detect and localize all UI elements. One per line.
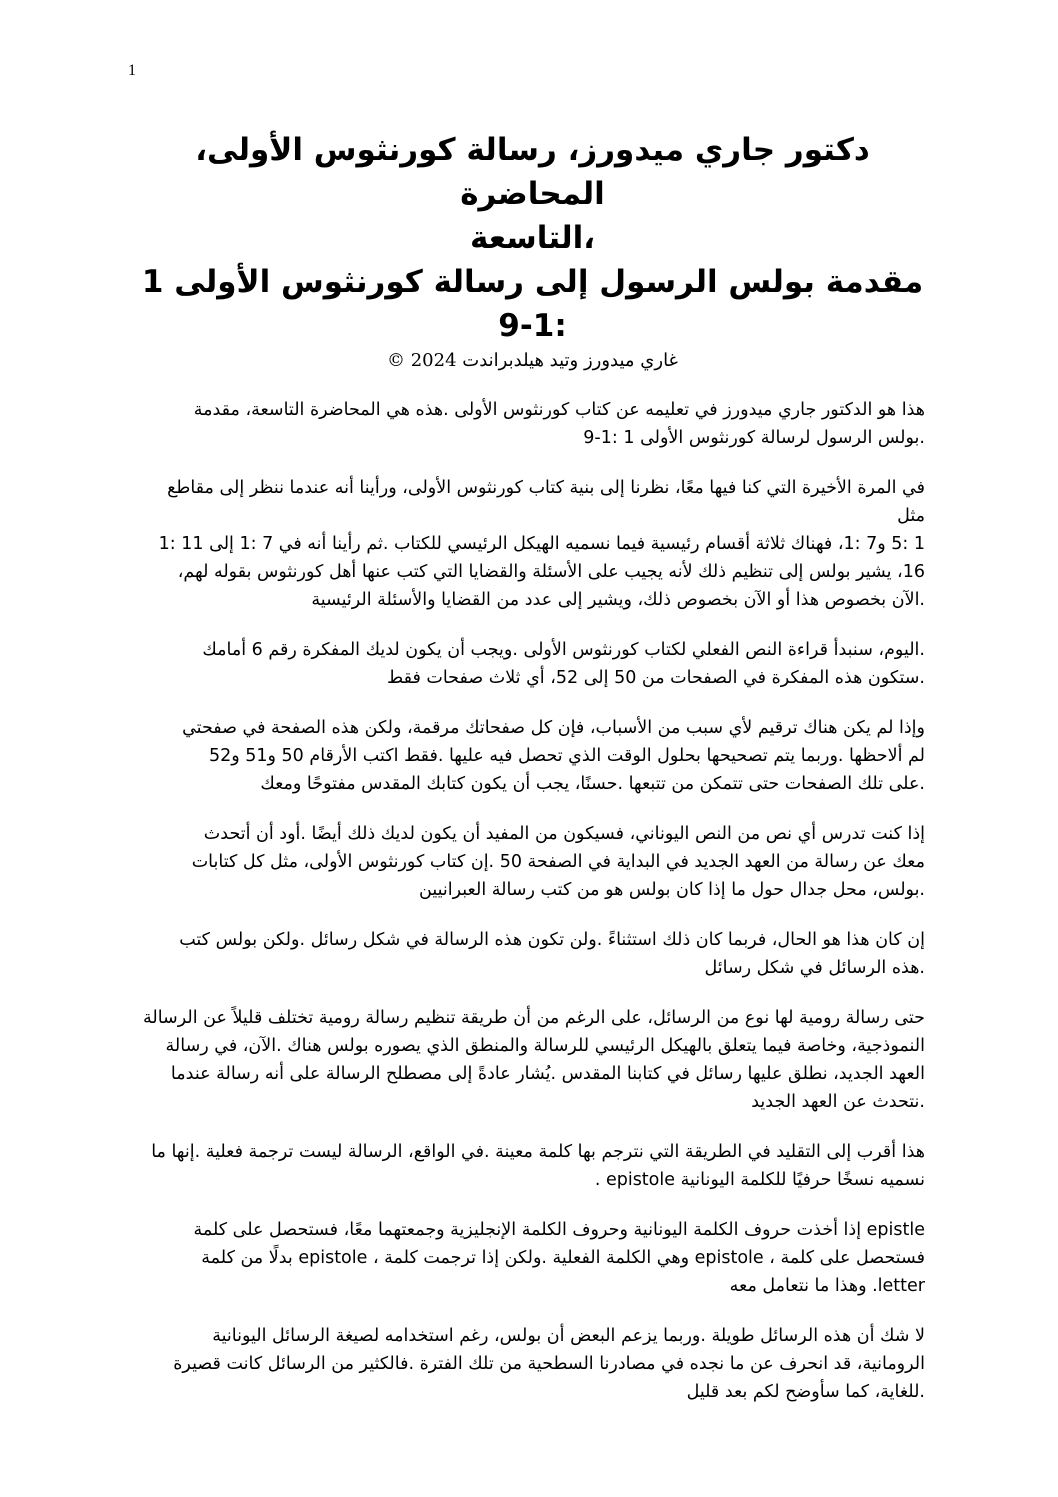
paragraph-line: في المرة الأخيرة التي كنا فيها معًا، نظرنا إلى بنية كتاب كورنثوس الأولى، ورأينا أنه عندما ننظر إلى مقاطع مثل [167, 478, 925, 526]
paragraph [140, 474, 925, 614]
paragraph-line: .اليوم، سنبدأ قراءة النص الفعلي لكتاب كورنثوس الأولى .ويجب أن يكون لديك المفكرة رقم 6 أمامك [202, 640, 925, 660]
paragraph [140, 636, 925, 692]
paragraph-line: فستحصل على كلمة ، epistole وهي الكلمة الفعلية .ولكن إذا ترجمت كلمة ، epistole بدلًا من كلمة [201, 1248, 925, 1268]
paragraph-line: حتى رسالة رومية لها نوع من الرسائل، على الرغم من أن طريقة تنظيم رسالة رومية تختلف قليلاً عن الرسالة [143, 1008, 925, 1028]
paragraph-line: النموذجية، وخاصة فيما يتعلق بالهيكل الرئيسي للرسالة والمنطق الذي يصوره بولس هناك .الآن، في رسالة [165, 1036, 925, 1056]
copyright-line: غاري ميدورز وتيد هيلدبراندت 2024 © [387, 350, 678, 371]
paragraph-line: إذا كنت تدرس أي نص من النص اليوناني، فسيكون من المفيد أن يكون لديك ذلك أيضًا .أود أن أتحدث [203, 824, 925, 844]
paragraph-line: .نتحدث عن العهد الجديد [751, 1092, 925, 1112]
paragraph [140, 1138, 925, 1194]
paragraph-line: .بولس، محل جدال حول ما إذا كان بولس هو من كتب رسالة العبرانيين [419, 880, 925, 900]
paragraph-line: 1 :5 و7 :1، فهناك ثلاثة أقسام رئيسية فيما نسميه الهيكل الرئيسي للكتاب .ثم رأينا أنه في 7 :1 إلى 11 :1 [158, 534, 925, 554]
paragraph-line: .بولس الرسول لرسالة كورنثوس الأولى 1 :1-9 [583, 428, 925, 448]
paragraph-line: العهد الجديد، نطلق عليها رسائل في كتابنا المقدس .يُشار عادةً إلى مصطلح الرسالة على أنه رسالة عندما [170, 1064, 925, 1084]
page-number: 1 [128, 62, 136, 79]
paragraph [140, 1216, 925, 1300]
paragraph-line: .ستكون هذه المفكرة في الصفحات من 50 إلى 52، أي ثلاث صفحات فقط [386, 668, 925, 688]
paragraph [140, 1004, 925, 1116]
paragraph-line: هذا أقرب إلى التقليد في الطريقة التي نترجم بها كلمة معينة .في الواقع، الرسالة ليست ترجمة فعلية .إنها ما [151, 1142, 925, 1162]
title-line-2: ،التاسعة [469, 220, 596, 256]
paragraph [140, 714, 925, 798]
paragraph-line: وإذا لم يكن هناك ترقيم لأي سبب من الأسباب، فإن كل صفحاتك مرقمة، ولكن هذه الصفحة في صفحتي [182, 718, 925, 738]
paragraph-line: 16، يشير بولس إلى تنظيم ذلك لأنه يجيب على الأسئلة والقضايا التي كتب عنها أهل كورنثوس بقوله لهم، [177, 562, 925, 582]
paragraph [140, 820, 925, 904]
paragraph-line: .للغاية، كما سأوضح لكم بعد قليل [686, 1382, 925, 1402]
title-line-3: مقدمة بولس الرسول إلى رسالة كورنثوس الأولى 1 :1-9 [141, 264, 924, 344]
paragraph-line: الرومانية، قد انحرف عن ما نجده في مصادرنا السطحية من تلك الفترة .فالكثير من الرسائل كانت قصيرة [173, 1354, 925, 1374]
paragraph-line: .هذه الرسائل في شكل رسائل [704, 958, 925, 978]
paragraph [140, 396, 925, 452]
paragraph-line: نسميه نسخًا حرفيًا للكلمة اليونانية epistole . [594, 1170, 925, 1190]
paragraph-line: إن كان هذا هو الحال، فربما كان ذلك استثناءً .ولن تكون هذه الرسالة في شكل رسائل .ولكن بولس كتب [179, 930, 925, 950]
paragraph-line: epistle إذا أخذت حروف الكلمة اليونانية وحروف الكلمة الإنجليزية وجمعتهما معًا، فستحصل على كلمة [193, 1220, 925, 1240]
paragraph-line: لا شك أن هذه الرسائل طويلة .وربما يزعم البعض أن بولس، رغم استخدامه لصيغة الرسائل اليونانية [212, 1326, 925, 1346]
paragraph-line: .الآن بخصوص هذا أو الآن بخصوص ذلك، ويشير إلى عدد من القضايا والأسئلة الرئيسية [311, 590, 925, 610]
paragraph-line: .على تلك الصفحات حتى تتمكن من تتبعها .حسنًا، يجب أن يكون كتابك المقدس مفتوحًا ومعك [260, 774, 925, 794]
document-body [140, 396, 925, 1406]
paragraph [140, 926, 925, 982]
paragraph [140, 1322, 925, 1406]
title-line-1: دكتور جاري ميدورز، رسالة كورنثوس الأولى، المحاضرة [195, 132, 870, 212]
paragraph-line: معك عن رسالة من العهد الجديد في البداية في الصفحة 50 .إن كتاب كورنثوس الأولى، مثل كل كتابات [191, 852, 925, 872]
paragraph-line: هذا هو الدكتور جاري ميدورز في تعليمه عن كتاب كورنثوس الأولى .هذه هي المحاضرة التاسعة، مقدمة [193, 400, 925, 420]
paragraph-line: letter. وهذا ما نتعامل معه [729, 1276, 925, 1296]
paragraph-line: لم ألاحظها .وربما يتم تصحيحها بحلول الوقت الذي تحصل فيه عليها .فقط اكتب الأرقام 50 و51 و52 [208, 746, 925, 766]
